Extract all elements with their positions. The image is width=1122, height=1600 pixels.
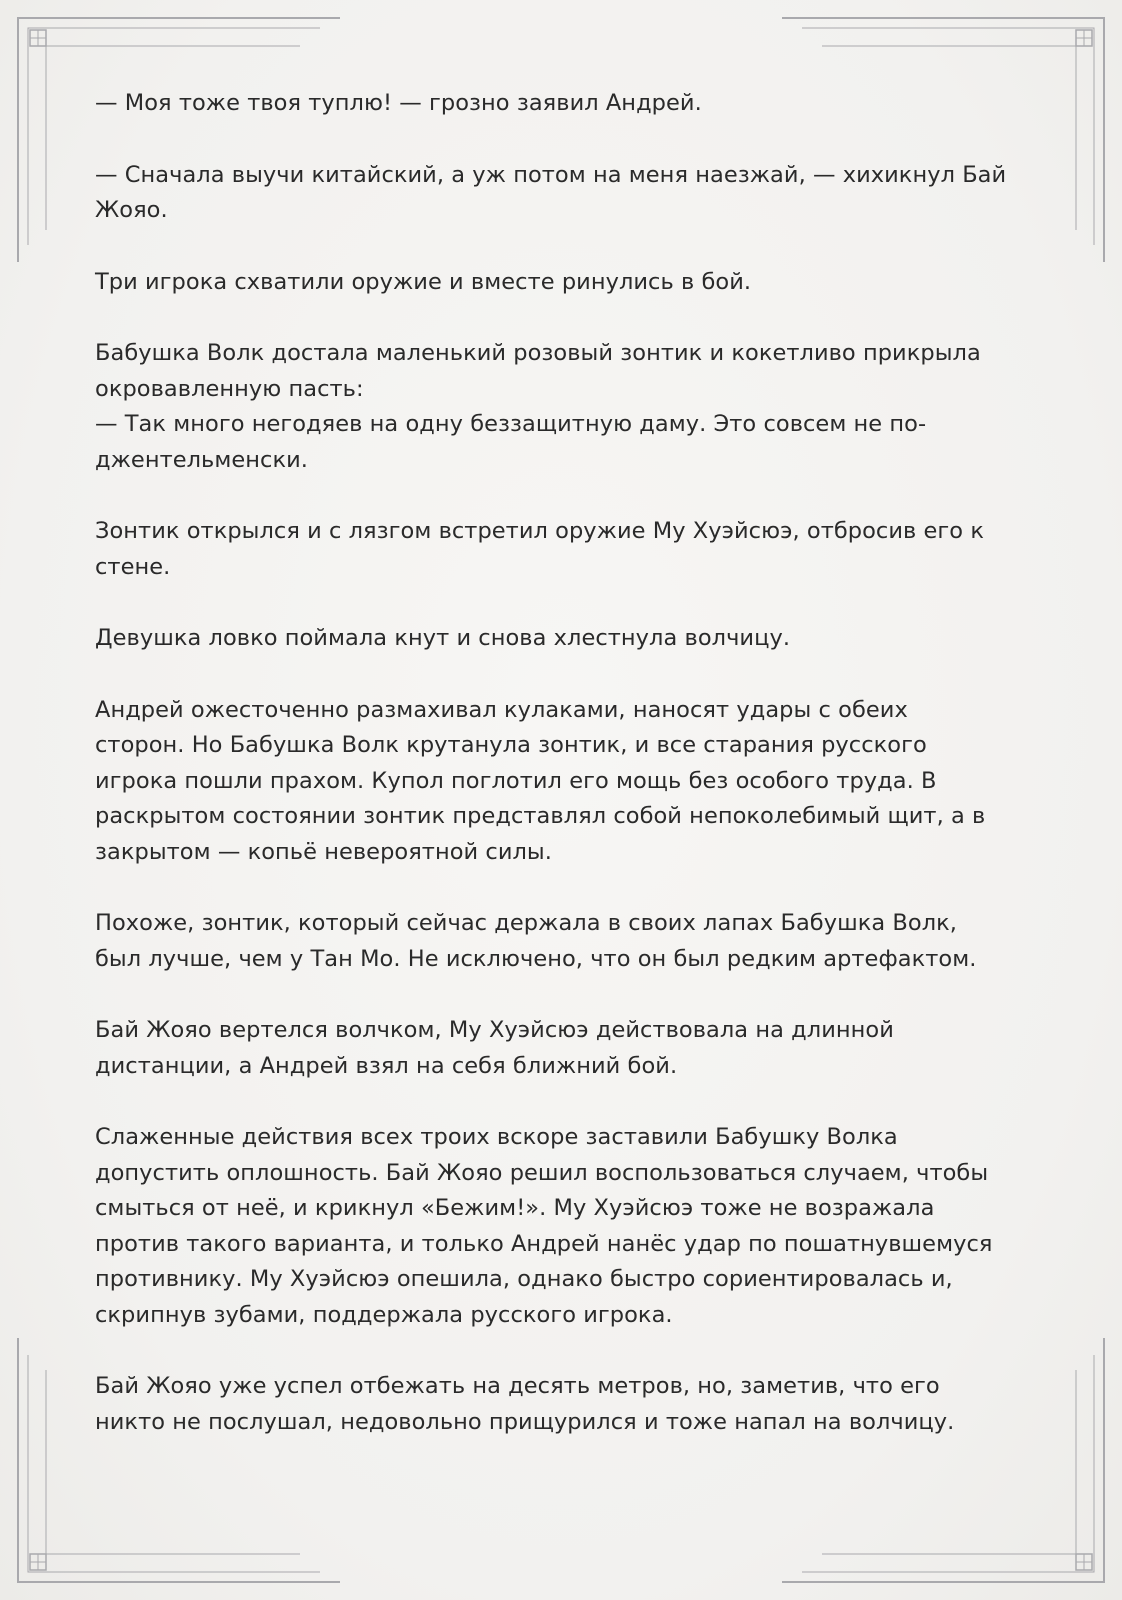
text-line: Бабушка Волк достала маленький розовый зонтик и кокетливо прикрыла xyxy=(95,340,981,366)
text-line: окровавленную пасть: xyxy=(95,375,364,402)
text-line: стене. xyxy=(95,553,171,580)
text-line: — Сначала выучи китайский, а уж потом на меня наезжай, — хихикнул Бай xyxy=(95,161,1007,188)
paragraph xyxy=(95,906,1035,977)
paragraph xyxy=(95,265,1035,301)
text-line: Бай Жояо вертелся волчком, Му Хуэйсюэ действовала на длинной xyxy=(95,1017,894,1043)
text-line: — Моя тоже твоя туплю! — грозно заявил Андрей. xyxy=(95,90,702,116)
paragraph xyxy=(95,621,1035,657)
text-line: игрока пошли прахом. Купол поглотил его мощь без особого труда. В xyxy=(95,767,937,794)
text-line: Жояо. xyxy=(95,197,168,223)
text-line: был лучше, чем у Тан Мо. Не исключено, что он был редким артефактом. xyxy=(95,945,977,972)
paragraph xyxy=(95,1013,1035,1084)
paragraph xyxy=(95,1369,1035,1440)
text-line: раскрытом состоянии зонтик представлял собой непоколебимый щит, а в xyxy=(95,803,986,829)
text-line: никто не послушал, недовольно прищурился и тоже напал на волчицу. xyxy=(95,1408,955,1435)
text-line: сторон. Но Бабушка Волк крутанула зонтик, и все старания русского xyxy=(95,732,927,758)
text-line: Зонтик открылся и с лязгом встретил оружие Му Хуэйсюэ, отбросив его к xyxy=(95,518,984,544)
paragraph xyxy=(95,158,1035,229)
text-line: дистанции, а Андрей взял на себя ближний бой. xyxy=(95,1052,678,1079)
text-line: скрипнув зубами, поддержала русского игрока. xyxy=(95,1301,673,1328)
paragraph xyxy=(95,514,1035,585)
text-line: Андрей ожесточенно размахивал кулаками, наносят удары с обеих xyxy=(95,696,908,723)
text-line: Похоже, зонтик, который сейчас держала в своих лапах Бабушка Волк, xyxy=(95,910,957,936)
text-line: джентельменски. xyxy=(95,446,308,473)
text-line: допустить оплошность. Бай Жояо решил воспользоваться случаем, чтобы xyxy=(95,1159,989,1186)
text-line: Слаженные действия всех троих вскоре заставили Бабушку Волка xyxy=(95,1124,898,1150)
text-line: противнику. Му Хуэйсюэ опешила, однако быстро сориентировалась и, xyxy=(95,1266,953,1292)
text-line: Девушка ловко поймала кнут и снова хлестнула волчицу. xyxy=(95,625,791,651)
text-line: Бай Жояо уже успел отбежать на десять метров, но, заметив, что его xyxy=(95,1373,940,1399)
paragraph xyxy=(95,693,1035,871)
paragraph xyxy=(95,336,1035,478)
paragraph xyxy=(95,86,1035,122)
text-line: закрытом — копьё невероятной силы. xyxy=(95,838,552,865)
text-line: — Так много негодяев на одну беззащитную даму. Это совсем не по- xyxy=(95,411,927,437)
text-line: против такого варианта, и только Андрей нанёс удар по пошатнувшемуся xyxy=(95,1230,993,1257)
paragraph xyxy=(95,1120,1035,1333)
story-text xyxy=(95,86,1035,1476)
text-line: смыться от неё, и крикнул «Бежим!». Му Хуэйсюэ тоже не возражала xyxy=(95,1195,935,1221)
text-line: Три игрока схватили оружие и вместе ринулись в бой. xyxy=(95,268,752,295)
